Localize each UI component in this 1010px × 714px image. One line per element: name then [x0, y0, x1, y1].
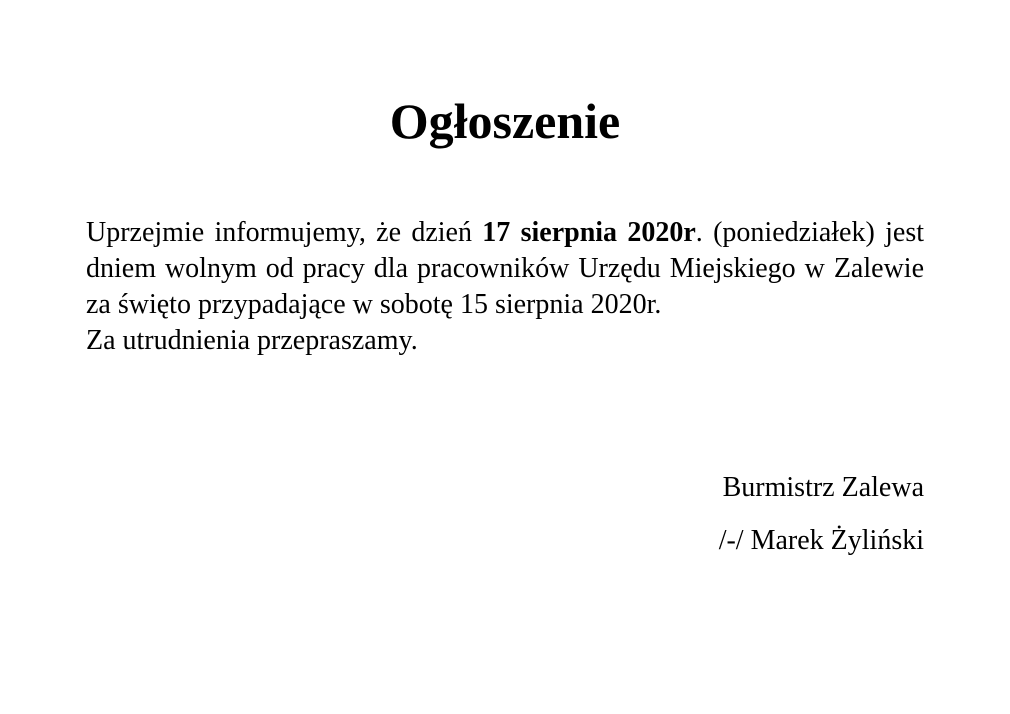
paragraph-rest: . (poniedziałek) jest dniem wolnym od pracy dla pracowników Urzędu Miejskiego w Zalewie za święto przypadające w sobotę 15 sierpnia 2020r.: [86, 217, 924, 320]
closing-line: Za utrudnienia przepraszamy.: [86, 325, 418, 356]
paragraph-date: 17 sierpnia 2020r: [482, 217, 696, 248]
page-title: Ogłoszenie: [389, 93, 621, 149]
paragraph-intro: Uprzejmie informujemy, że dzień: [86, 217, 483, 248]
signature-role: Burmistrz Zalewa: [722, 472, 924, 503]
signature-name: /-/ Marek Żyliński: [718, 525, 924, 556]
announcement-paragraph: [86, 215, 924, 323]
announcement-body: [86, 215, 924, 359]
